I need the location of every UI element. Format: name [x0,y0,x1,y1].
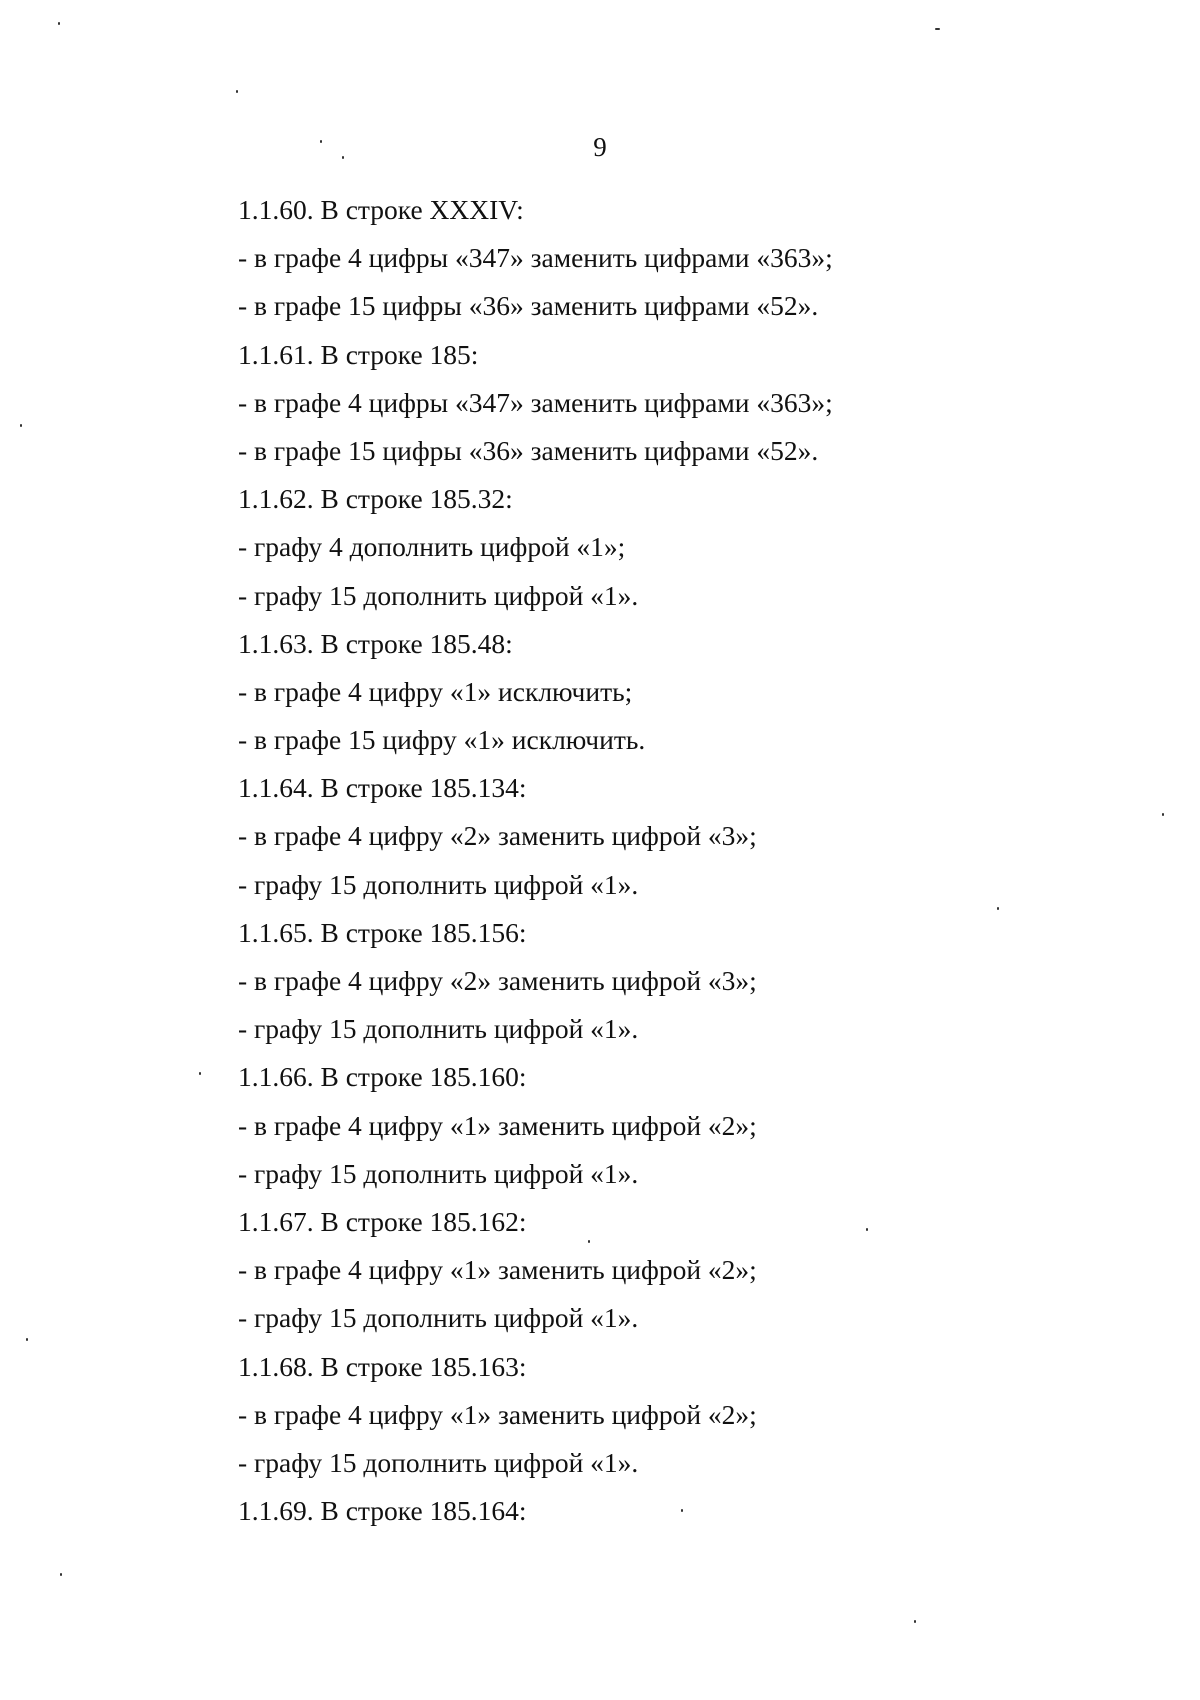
text-line: 1.1.69. В строке 185.164: [238,1495,527,1527]
text-line: - в графе 4 цифру «2» заменить цифрой «3»; [238,820,757,852]
text-line: - в графе 4 цифру «2» заменить цифрой «3»; [238,965,757,996]
text-line: - графу 15 дополнить цифрой «1». [238,1013,639,1045]
text-line: 1.1.64. В строке 185.134: [238,772,527,804]
text-line: - в графе 4 цифры «347» заменить цифрами «363»; [238,242,833,274]
scan-speck [58,22,60,25]
scan-speck [60,1573,62,1576]
text-line: 1.1.63. В строке 185.48: [238,627,513,659]
text-line: - в графе 4 цифры «347» заменить цифрами «363»; [238,386,833,418]
text-line: 1.1.68. В строке 185.163: [238,1350,527,1382]
text-line: - в графе 15 цифры «36» заменить цифрами «52». [238,290,819,322]
text-line: - графу 15 дополнить цифрой «1». [238,868,639,900]
text-line: 1.1.67. В строке 185.162: [238,1205,527,1237]
scan-speck [20,424,22,427]
scan-speck [320,140,322,143]
text-line: - графу 15 дополнить цифрой «1». [238,1446,639,1478]
text-line: - в графе 15 цифру «1» исключить. [238,724,646,756]
scan-speck [199,1072,201,1075]
text-line: - в графе 4 цифру «1» заменить цифрой «2»; [238,1398,757,1430]
scan-speck [935,28,940,30]
text-line: 1.1.66. В строке 185.160: [238,1061,527,1093]
text-line: 1.1.62. В строке 185.32: [238,483,513,515]
text-line: - графу 15 дополнить цифрой «1». [238,1302,639,1334]
page-number: 9 [593,132,607,162]
text-line: 1.1.61. В строке 185: [238,338,479,370]
text-line: - графу 4 дополнить цифрой «1»; [238,531,626,563]
text-line: - графу 15 дополнить цифрой «1». [238,1157,639,1189]
text-line: - в графе 4 цифру «1» заменить цифрой «2»; [238,1254,757,1286]
document-body [238,186,1118,1535]
scan-speck [914,1620,916,1623]
scan-speck [1162,813,1164,816]
scan-speck [588,1240,590,1243]
text-line: - в графе 4 цифру «1» исключить; [238,675,633,707]
text-line: - графу 15 дополнить цифрой «1». [238,579,639,611]
scan-speck [236,90,238,93]
scan-speck [681,1509,683,1512]
scan-speck [866,1228,868,1231]
text-line: 1.1.65. В строке 185.156: [238,916,527,948]
text-line: 1.1.60. В строке XXXIV: [238,194,524,225]
scan-speck [997,907,999,910]
scan-speck [26,1338,28,1341]
text-line: - в графе 15 цифры «36» заменить цифрами «52». [238,434,819,466]
scan-speck [342,156,344,159]
text-line: - в графе 4 цифру «1» заменить цифрой «2»; [238,1109,757,1141]
